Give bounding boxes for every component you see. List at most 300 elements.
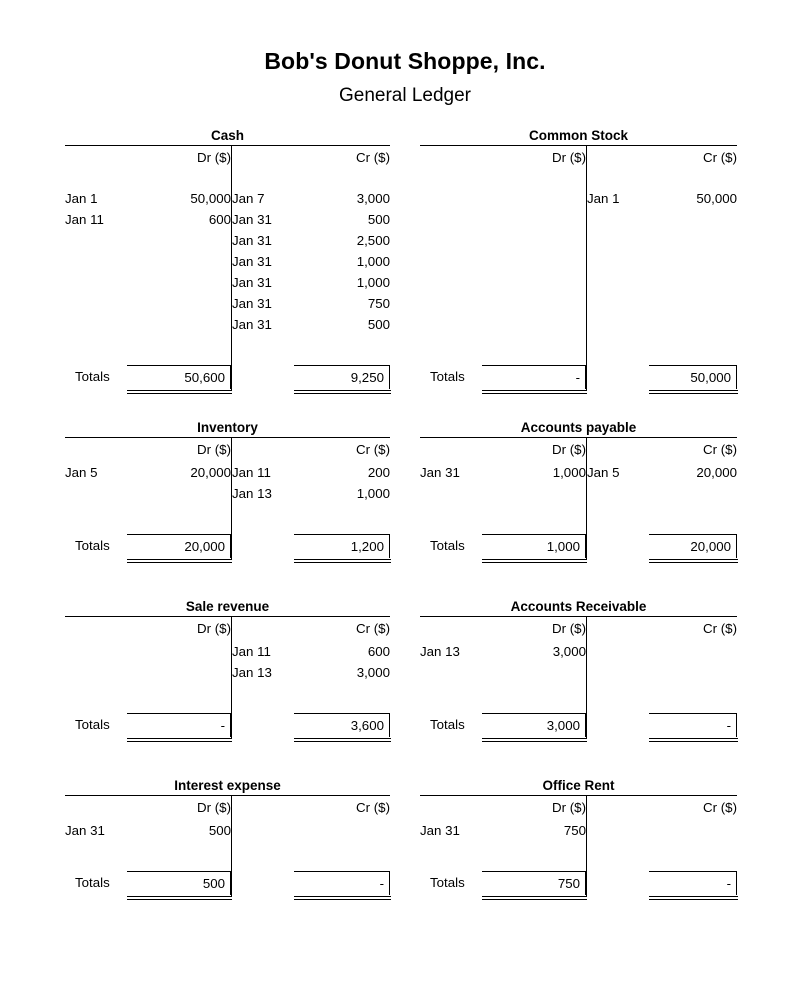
gap-cell: [649, 862, 737, 870]
debit-date-header: [65, 146, 127, 170]
spacer-cell: [420, 170, 482, 188]
t-account-sale-revenue: [65, 599, 390, 738]
debit-date: Jan 11: [65, 211, 104, 227]
credit-amount: [649, 483, 737, 504]
spacer-cell: [127, 170, 232, 188]
credit-amount: [649, 293, 737, 314]
credit-date: [232, 841, 295, 862]
debit-amount: [482, 483, 587, 504]
column-header-row: [65, 796, 390, 820]
credit-total-cell: [294, 533, 390, 559]
debit-total-value: 3,000: [482, 713, 586, 737]
debit-date: Jan 31: [65, 822, 105, 838]
credit-amount: [649, 662, 737, 683]
account-title: Sale revenue: [185, 599, 270, 614]
totals-row: [420, 870, 737, 896]
credit-amount: [649, 314, 737, 335]
credit-amount: 3,000: [356, 664, 390, 680]
credit-total-value: 3,600: [294, 713, 390, 737]
pre-totals-gap: [65, 525, 390, 533]
debit-amount-header: Dr ($): [482, 146, 587, 170]
pre-totals-gap: [420, 862, 737, 870]
entry-row: [65, 272, 390, 293]
entry-row: [65, 641, 390, 662]
credit-date: [587, 230, 650, 251]
debit-date: Jan 5: [65, 464, 98, 480]
account-table: [65, 438, 390, 559]
entry-row: [420, 841, 737, 862]
credit-total-cell: [649, 870, 737, 896]
debit-amount: 1,000: [482, 462, 587, 483]
credit-total-value: -: [649, 713, 737, 737]
credit-total-value: 50,000: [649, 365, 737, 389]
gap-cell: [294, 525, 390, 533]
entry-row: [65, 683, 390, 704]
gap-cell: [294, 356, 390, 364]
credit-date: [587, 251, 650, 272]
debit-date: [420, 683, 482, 704]
debit-date: [65, 272, 127, 293]
debit-date: [65, 335, 127, 356]
debit-date: [65, 230, 127, 251]
debit-amount: [127, 662, 232, 683]
t-account-office-rent: [420, 778, 737, 896]
credit-date: Jan 31: [232, 316, 272, 332]
totals-spacer: [232, 364, 295, 390]
credit-date: Jan 13: [232, 664, 272, 680]
spacer-row: [420, 170, 737, 188]
debit-date: [65, 641, 127, 662]
debit-date-header: [65, 796, 127, 820]
entry-row: [420, 293, 737, 314]
credit-total-cell: [294, 364, 390, 390]
gap-cell: [65, 525, 127, 533]
entry-row: [420, 504, 737, 525]
credit-date-header: [232, 438, 295, 462]
totals-row: [420, 712, 737, 738]
account-table: [420, 146, 737, 390]
debit-date: [420, 483, 482, 504]
debit-date: [65, 841, 127, 862]
gap-cell: [420, 862, 482, 870]
debit-date-header: [420, 617, 482, 641]
totals-label: Totals: [75, 538, 110, 553]
credit-amount-header: Cr ($): [356, 621, 390, 636]
account-title: Accounts payable: [520, 420, 637, 435]
totals-label: Totals: [75, 717, 110, 732]
debit-total-cell: [482, 533, 587, 559]
credit-date-header: [232, 617, 295, 641]
debit-amount-header: Dr ($): [482, 617, 587, 641]
debit-total-cell: [127, 533, 232, 559]
debit-amount: [127, 272, 232, 293]
credit-amount-header: Cr ($): [356, 442, 390, 457]
credit-amount-header: Cr ($): [703, 442, 737, 457]
debit-total-cell: [482, 870, 587, 896]
credit-amount: [649, 683, 737, 704]
credit-date: Jan 11: [232, 643, 271, 659]
entry-row: [65, 462, 390, 483]
account-title: Office Rent: [542, 778, 615, 793]
debit-amount: [482, 293, 587, 314]
account-title: Inventory: [197, 420, 258, 435]
credit-date-header: [587, 146, 650, 170]
debit-amount-header: Dr ($): [127, 146, 232, 170]
debit-amount: [482, 230, 587, 251]
totals-spacer: [587, 870, 650, 896]
credit-date: [587, 641, 650, 662]
debit-amount-header: Dr ($): [482, 796, 587, 820]
pre-totals-gap: [65, 704, 390, 712]
debit-date: Jan 31: [420, 464, 460, 480]
debit-amount: 50,000: [127, 188, 232, 209]
debit-amount: [482, 272, 587, 293]
totals-row: [420, 364, 737, 390]
pre-totals-gap: [420, 356, 737, 364]
credit-total-cell: [649, 533, 737, 559]
debit-amount: [482, 335, 587, 356]
debit-amount: [127, 683, 232, 704]
credit-amount: [649, 335, 737, 356]
credit-amount: 600: [367, 643, 390, 659]
debit-amount: [482, 209, 587, 230]
entry-row: [420, 820, 737, 841]
credit-amount: 1,000: [356, 485, 390, 501]
debit-amount: [127, 293, 232, 314]
debit-amount: [482, 188, 587, 209]
credit-date: [587, 272, 650, 293]
gap-cell: [649, 356, 737, 364]
entry-row: [65, 483, 390, 504]
gap-cell: [587, 862, 650, 870]
gap-cell: [232, 704, 295, 712]
credit-amount-header: Cr ($): [703, 800, 737, 815]
debit-amount: [127, 841, 232, 862]
spacer-cell: [232, 170, 295, 188]
credit-date-header: [232, 796, 295, 820]
debit-date-header: [65, 438, 127, 462]
debit-amount: [127, 335, 232, 356]
column-header-row: [65, 617, 390, 641]
spacer-cell: [587, 170, 650, 188]
debit-date: [420, 293, 482, 314]
credit-date: [587, 314, 650, 335]
credit-date: [232, 504, 295, 525]
t-account-interest-expense: [65, 778, 390, 896]
gap-cell: [587, 356, 650, 364]
gap-cell: [65, 862, 127, 870]
account-table: [65, 617, 390, 738]
debit-date: [65, 504, 127, 525]
spacer-cell: [649, 170, 737, 188]
debit-date: Jan 1: [65, 190, 98, 206]
debit-date: [420, 272, 482, 293]
credit-amount: 500: [367, 316, 390, 332]
debit-amount-header: Dr ($): [127, 617, 232, 641]
credit-amount: [649, 504, 737, 525]
gap-cell: [649, 704, 737, 712]
credit-date: Jan 7: [232, 190, 265, 206]
debit-date: [420, 314, 482, 335]
totals-row: [65, 712, 390, 738]
debit-amount-header: Dr ($): [482, 438, 587, 462]
credit-amount-header: Cr ($): [703, 621, 737, 636]
totals-spacer: [232, 712, 295, 738]
credit-date: [587, 820, 650, 841]
gap-cell: [127, 862, 232, 870]
totals-label: Totals: [430, 369, 465, 384]
debit-total-cell: [127, 712, 232, 738]
debit-date: [420, 209, 482, 230]
credit-total-cell: [294, 712, 390, 738]
credit-total-value: -: [649, 871, 737, 895]
debit-amount: [127, 314, 232, 335]
t-account-common-stock: [420, 128, 737, 390]
account-title: Accounts Receivable: [510, 599, 647, 614]
account-title: Common Stock: [528, 128, 628, 143]
gap-cell: [127, 704, 232, 712]
credit-date: [587, 683, 650, 704]
credit-date: Jan 11: [232, 464, 271, 480]
debit-amount: 3,000: [482, 641, 587, 662]
gap-cell: [587, 704, 650, 712]
credit-date: Jan 31: [232, 253, 272, 269]
totals-label: Totals: [430, 538, 465, 553]
credit-amount: 1,000: [356, 274, 390, 290]
gap-cell: [482, 356, 587, 364]
account-title: Cash: [210, 128, 244, 143]
debit-date: [65, 314, 127, 335]
entry-row: [65, 841, 390, 862]
spacer-cell: [294, 170, 390, 188]
debit-total-value: 750: [482, 871, 586, 895]
credit-amount: 50,000: [696, 190, 737, 206]
debit-date: [420, 662, 482, 683]
credit-date: [587, 504, 650, 525]
gap-cell: [232, 862, 295, 870]
entry-row: [65, 662, 390, 683]
debit-date-header: [65, 617, 127, 641]
debit-total-cell: [482, 712, 587, 738]
credit-date-header: [587, 796, 650, 820]
credit-date: [232, 335, 295, 356]
column-header-row: [420, 796, 737, 820]
gap-cell: [420, 525, 482, 533]
credit-date: [587, 209, 650, 230]
totals-row: [65, 533, 390, 559]
credit-total-value: 1,200: [294, 534, 390, 558]
entry-row: [65, 209, 390, 230]
credit-amount: 500: [367, 211, 390, 227]
credit-total-value: 9,250: [294, 365, 390, 389]
credit-date: [587, 335, 650, 356]
totals-spacer: [232, 870, 295, 896]
totals-spacer: [232, 533, 295, 559]
debit-date: [65, 251, 127, 272]
gap-cell: [649, 525, 737, 533]
credit-total-value: -: [294, 871, 390, 895]
entry-row: [65, 230, 390, 251]
credit-amount: [294, 335, 390, 356]
column-header-row: [420, 617, 737, 641]
totals-label: Totals: [75, 369, 110, 384]
credit-amount: [294, 820, 390, 841]
debit-date: Jan 13: [420, 643, 460, 659]
credit-amount: [294, 683, 390, 704]
gap-cell: [587, 525, 650, 533]
account-table: [420, 438, 737, 559]
gap-cell: [482, 525, 587, 533]
debit-amount: [127, 251, 232, 272]
debit-amount-header: Dr ($): [127, 438, 232, 462]
debit-amount: [482, 841, 587, 862]
credit-amount: 1,000: [356, 253, 390, 269]
entry-row: [420, 314, 737, 335]
credit-amount: [649, 230, 737, 251]
gap-cell: [65, 704, 127, 712]
account-title: Interest expense: [174, 778, 281, 793]
column-header-row: [420, 146, 737, 170]
entry-row: [65, 335, 390, 356]
entry-row: [420, 483, 737, 504]
entry-row: [65, 314, 390, 335]
credit-total-cell: [649, 364, 737, 390]
account-table: [420, 796, 737, 896]
entry-row: [65, 504, 390, 525]
credit-amount-header: Cr ($): [356, 800, 390, 815]
entry-row: [420, 462, 737, 483]
credit-total-cell: [294, 870, 390, 896]
debit-date-header: [420, 146, 482, 170]
pre-totals-gap: [65, 356, 390, 364]
debit-total-cell: [482, 364, 587, 390]
gap-cell: [232, 525, 295, 533]
entry-row: [420, 230, 737, 251]
credit-amount: 200: [367, 464, 390, 480]
debit-amount: [127, 504, 232, 525]
debit-date: [65, 483, 127, 504]
entry-row: [420, 188, 737, 209]
debit-date: [65, 662, 127, 683]
entry-row: [65, 188, 390, 209]
gap-cell: [420, 356, 482, 364]
spacer-row: [65, 170, 390, 188]
totals-row: [65, 364, 390, 390]
debit-total-value: 50,600: [127, 365, 231, 389]
credit-amount-header: Cr ($): [356, 150, 390, 165]
totals-spacer: [587, 533, 650, 559]
credit-date: Jan 31: [232, 295, 272, 311]
debit-date: [420, 188, 482, 209]
credit-date: [587, 483, 650, 504]
debit-amount: [127, 483, 232, 504]
pre-totals-gap: [420, 525, 737, 533]
credit-amount: 3,000: [356, 190, 390, 206]
debit-amount: 750: [482, 820, 587, 841]
entry-row: [420, 641, 737, 662]
credit-date-header: [587, 617, 650, 641]
debit-total-value: -: [482, 365, 586, 389]
column-header-row: [420, 438, 737, 462]
pre-totals-gap: [420, 704, 737, 712]
t-account-accounts-payable: [420, 420, 737, 559]
entry-row: [65, 820, 390, 841]
gap-cell: [482, 704, 587, 712]
totals-label: Totals: [430, 717, 465, 732]
credit-amount: 20,000: [696, 464, 737, 480]
t-account-accounts-receivable: [420, 599, 737, 738]
entry-row: [420, 662, 737, 683]
entry-row: [65, 293, 390, 314]
credit-amount: [649, 251, 737, 272]
debit-amount: [482, 662, 587, 683]
debit-date: [420, 841, 482, 862]
debit-date-header: [420, 438, 482, 462]
debit-date: [420, 230, 482, 251]
debit-date: [65, 293, 127, 314]
column-header-row: [65, 146, 390, 170]
debit-total-cell: [127, 364, 232, 390]
debit-date: Jan 31: [420, 822, 460, 838]
credit-date: [587, 841, 650, 862]
debit-amount: [482, 251, 587, 272]
credit-date: Jan 31: [232, 274, 272, 290]
account-table: [420, 617, 737, 738]
entry-row: [65, 251, 390, 272]
debit-total-value: 20,000: [127, 534, 231, 558]
entry-row: [420, 251, 737, 272]
credit-amount: [649, 820, 737, 841]
t-account-cash: [65, 128, 390, 390]
gap-cell: [127, 356, 232, 364]
credit-date-header: [232, 146, 295, 170]
credit-amount-header: Cr ($): [703, 150, 737, 165]
entry-row: [420, 272, 737, 293]
debit-amount-header: Dr ($): [127, 796, 232, 820]
debit-total-value: -: [127, 713, 231, 737]
debit-amount: [482, 683, 587, 704]
debit-date: [420, 335, 482, 356]
spacer-cell: [65, 170, 127, 188]
totals-spacer: [587, 712, 650, 738]
debit-date: [420, 504, 482, 525]
debit-date: [65, 683, 127, 704]
entry-row: [420, 209, 737, 230]
entry-row: [420, 335, 737, 356]
credit-date: Jan 5: [587, 464, 620, 480]
credit-date: [587, 662, 650, 683]
debit-amount: [482, 314, 587, 335]
debit-total-value: 500: [127, 871, 231, 895]
entry-row: [420, 683, 737, 704]
debit-amount: 600: [127, 209, 232, 230]
gap-cell: [482, 862, 587, 870]
debit-date-header: [420, 796, 482, 820]
credit-amount: [649, 641, 737, 662]
gap-cell: [127, 525, 232, 533]
credit-date: Jan 31: [232, 211, 272, 227]
column-header-row: [65, 438, 390, 462]
t-account-inventory: [65, 420, 390, 559]
credit-date: Jan 31: [232, 232, 272, 248]
credit-amount: 2,500: [356, 232, 390, 248]
debit-amount: [127, 641, 232, 662]
gap-cell: [294, 704, 390, 712]
account-table: [65, 146, 390, 390]
gap-cell: [294, 862, 390, 870]
credit-amount: [649, 209, 737, 230]
totals-row: [420, 533, 737, 559]
